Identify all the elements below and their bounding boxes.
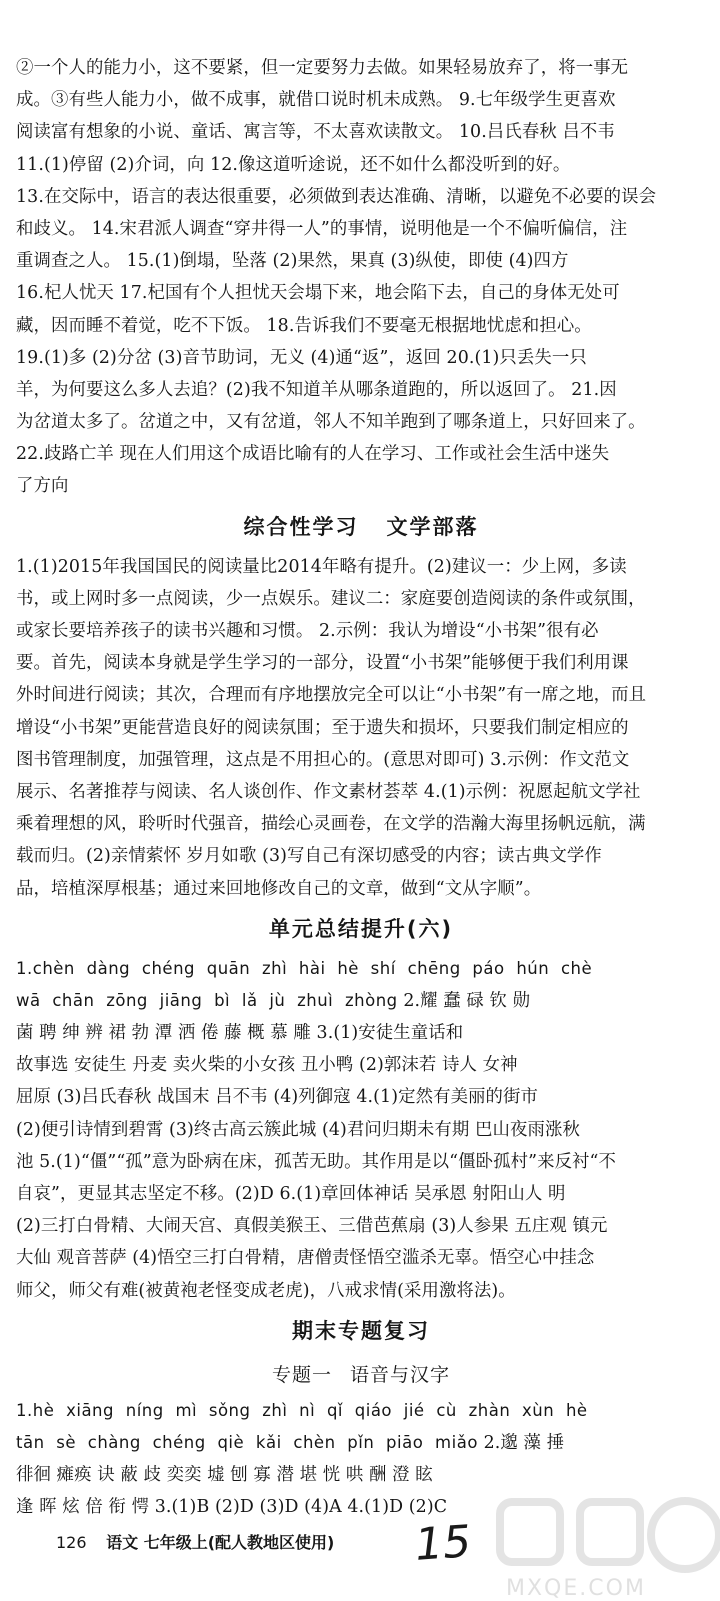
page-number: 126 xyxy=(56,1533,87,1552)
answer-line: 书，或上网时多一点阅读，少一点娱乐。建议二：家庭要创造阅读的条件或氛围， xyxy=(16,588,646,609)
pinyin-text: tān sè chàng chéng qiè kǎi chèn pǐn piāo miǎo xyxy=(16,1432,478,1452)
subheading-topic-number: 专题一 xyxy=(271,1363,332,1386)
answer-line: 16.杞人忧天 17.杞国有个人担忧天会塌下来，地会陷下去，自己的身体无处可 xyxy=(16,283,620,304)
pinyin-line: 1.hè xiāng níng mì sǒng zhì nì qǐ qiáo jié cù zhàn xùn hè xyxy=(16,1400,588,1420)
answer-section-intro xyxy=(16,52,706,503)
answer-line: 自哀”，更显其志坚定不移。(2)D 6.(1)章回体神话 吴承恩 射阳山人 明 xyxy=(16,1184,566,1204)
answer-line: 增设“小书架”更能营造良好的阅读氛围；至于遗失和损坏，只要我们制定相应的 xyxy=(16,717,629,738)
answer-line: (2)三打白骨精、大闹天宫、真假美猴王、三借芭蕉扇 (3)人参果 五庄观 镇元 xyxy=(16,1216,608,1237)
answer-line: 和歧义。 14.宋君派人调查“穿井得一人”的事情，说明他是一个不偏听偏信，注 xyxy=(16,218,628,239)
answer-line: 展示、名著推荐与阅读、名人谈创作、作文素材荟萃 4.(1)示例：祝愿起航文学社 xyxy=(16,781,641,802)
subheading-topic-one xyxy=(16,1355,706,1395)
answer-line: 乘着理想的风，聆听时代强音，描绘心灵画卷，在文学的浩瀚大海里扬帆远航，满 xyxy=(16,814,646,835)
answer-line: 载而归。(2)亲情萦怀 岁月如歌 (3)写自己有深切感受的内容；读古典文学作 xyxy=(16,846,602,867)
answer-text: 2.耀 蠢 碌 钦 勋 xyxy=(403,990,531,1011)
answer-line: 羊，为何要这么多人去追？(2)我不知道羊从哪条道跑的，所以返回了。 21.因 xyxy=(16,379,617,400)
answer-line: 逢 晖 炫 倍 衔 愕 3.(1)B (2)D (3)D (4)A 4.(1)D (2)C xyxy=(16,1497,448,1518)
answer-text: 2.邈 藻 捶 xyxy=(483,1432,565,1453)
heading-final-review-text: 期末专题复习 xyxy=(292,1318,430,1343)
answer-line: 藏，因而睡不着觉，吃不下饭。 18.告诉我们不要毫无根据地忧虑和担心。 xyxy=(16,315,592,336)
handwritten-number: 15 xyxy=(413,1516,473,1571)
answer-line: 图书管理制度，加强管理，这点是不用担心的。(意思对即可) 3.示例：作文范文 xyxy=(16,749,630,770)
answer-section-unit-summary xyxy=(16,953,706,1307)
answer-line: ②一个人的能力小，这不要紧，但一定要努力去做。如果轻易放弃了，将一事无 xyxy=(16,58,629,78)
watermark-logo xyxy=(490,1480,720,1600)
page-footer xyxy=(56,1530,334,1553)
answer-line: 1.(1)2015年我国国民的阅读量比2014年略有提升。(2)建议一：少上网，多读 xyxy=(16,556,627,577)
heading-literature-left: 综合性学习 xyxy=(243,514,359,539)
answer-line: 重调查之人。 15.(1)倒塌，坠落 (2)果然，果真 (3)纵使，即使 (4)四方 xyxy=(16,251,569,272)
answer-line: 品，培植深厚根基；通过来回地修改自己的文章，做到“文从字顺”。 xyxy=(16,878,542,899)
answer-line: 大仙 观音菩萨 (4)悟空三打白骨精，唐僧责怪悟空滥杀无辜。悟空心中挂念 xyxy=(16,1248,595,1269)
subheading-topic-name: 语音与汉字 xyxy=(350,1363,451,1386)
section-heading-literature xyxy=(16,503,706,551)
answer-line: 要。首先，阅读本身就是学生学习的一部分，设置“小书架”能够便于我们利用课 xyxy=(16,653,629,674)
pinyin-line-with-answers xyxy=(16,1427,706,1459)
answer-line: 或家长要培养孩子的读书兴趣和习惯。 2.示例：我认为增设“小书架”很有必 xyxy=(16,621,599,641)
answer-line: 成。③有些人能力小，做不成事，就借口说时机未成熟。 9.七年级学生更喜欢 xyxy=(16,90,616,111)
answer-page xyxy=(16,52,706,1524)
section-heading-final-review xyxy=(16,1307,706,1355)
section-heading-unit-summary xyxy=(16,905,706,953)
pinyin-line: 1.chèn dàng chéng quān zhì hài hè shí chēng páo hún chè xyxy=(16,958,593,978)
answer-line: 阅读富有想象的小说、童话、寓言等，不太喜欢读散文。 10.吕氏春秋 吕不韦 xyxy=(16,122,615,143)
answer-line: 了方向 xyxy=(16,476,69,497)
watermark-text: MXQE.COM xyxy=(506,1576,646,1601)
answer-line: 屈原 (3)吕氏春秋 战国末 吕不韦 (4)列御寇 4.(1)定然有美丽的街市 xyxy=(16,1087,539,1108)
answer-line: 外时间进行阅读；其次，合理而有序地摆放完全可以让“小书架”有一席之地，而且 xyxy=(16,685,647,706)
answer-line: 徘徊 瘫痪 诀 蔽 歧 奕奕 墟 刨 寡 潜 堪 恍 哄 酬 澄 眩 xyxy=(16,1465,433,1486)
answer-line: 13.在交际中，语言的表达很重要，必须做到表达准确、清晰，以避免不必要的误会 xyxy=(16,186,657,207)
pinyin-line-with-answers xyxy=(16,985,706,1017)
answer-section-literature xyxy=(16,551,706,905)
answer-line: 故事选 安徒生 丹麦 卖火柴的小女孩 丑小鸭 (2)郭沫若 诗人 女神 xyxy=(16,1055,518,1076)
answer-line: (2)便引诗情到碧霄 (3)终古高云簇此城 (4)君问归期未有期 巴山夜雨涨秋 xyxy=(16,1119,580,1140)
answer-line: 菌 聘 绅 辨 裙 勃 潭 洒 倦 藤 概 慕 雕 3.(1)安徒生童话和 xyxy=(16,1023,464,1044)
watermark-stamp-icon xyxy=(490,1480,720,1580)
answer-line: 11.(1)停留 (2)介词，向 12.像这道听途说，还不如什么都没听到的好。 xyxy=(16,154,571,175)
answer-line: 师父，师父有难(被黄袍老怪变成老虎)，八戒求情(采用激将法)。 xyxy=(16,1280,516,1301)
answer-line: 22.歧路亡羊 现在人们用这个成语比喻有的人在学习、工作或社会生活中迷失 xyxy=(16,444,610,465)
answer-line: 为岔道太多了。岔道之中，又有岔道，邻人不知羊跑到了哪条道上，只好回来了。 xyxy=(16,412,646,433)
pinyin-text: wā chān zōng jiāng bì lǎ jù zhuì zhòng xyxy=(16,990,398,1010)
heading-unit-summary-text: 单元总结提升(六) xyxy=(268,916,454,941)
answer-line: 19.(1)多 (2)分岔 (3)音节助词，无义 (4)通“返”，返回 20.(1)只丢失一只 xyxy=(16,347,587,368)
book-info: 语文 七年级上(配人教地区使用) xyxy=(106,1533,335,1552)
answer-line: 池 5.(1)“僵”“孤”意为卧病在床，孤苦无助。其作用是以“僵卧孤村”来反衬“不 xyxy=(16,1151,617,1172)
heading-literature-right: 文学部落 xyxy=(386,514,479,539)
